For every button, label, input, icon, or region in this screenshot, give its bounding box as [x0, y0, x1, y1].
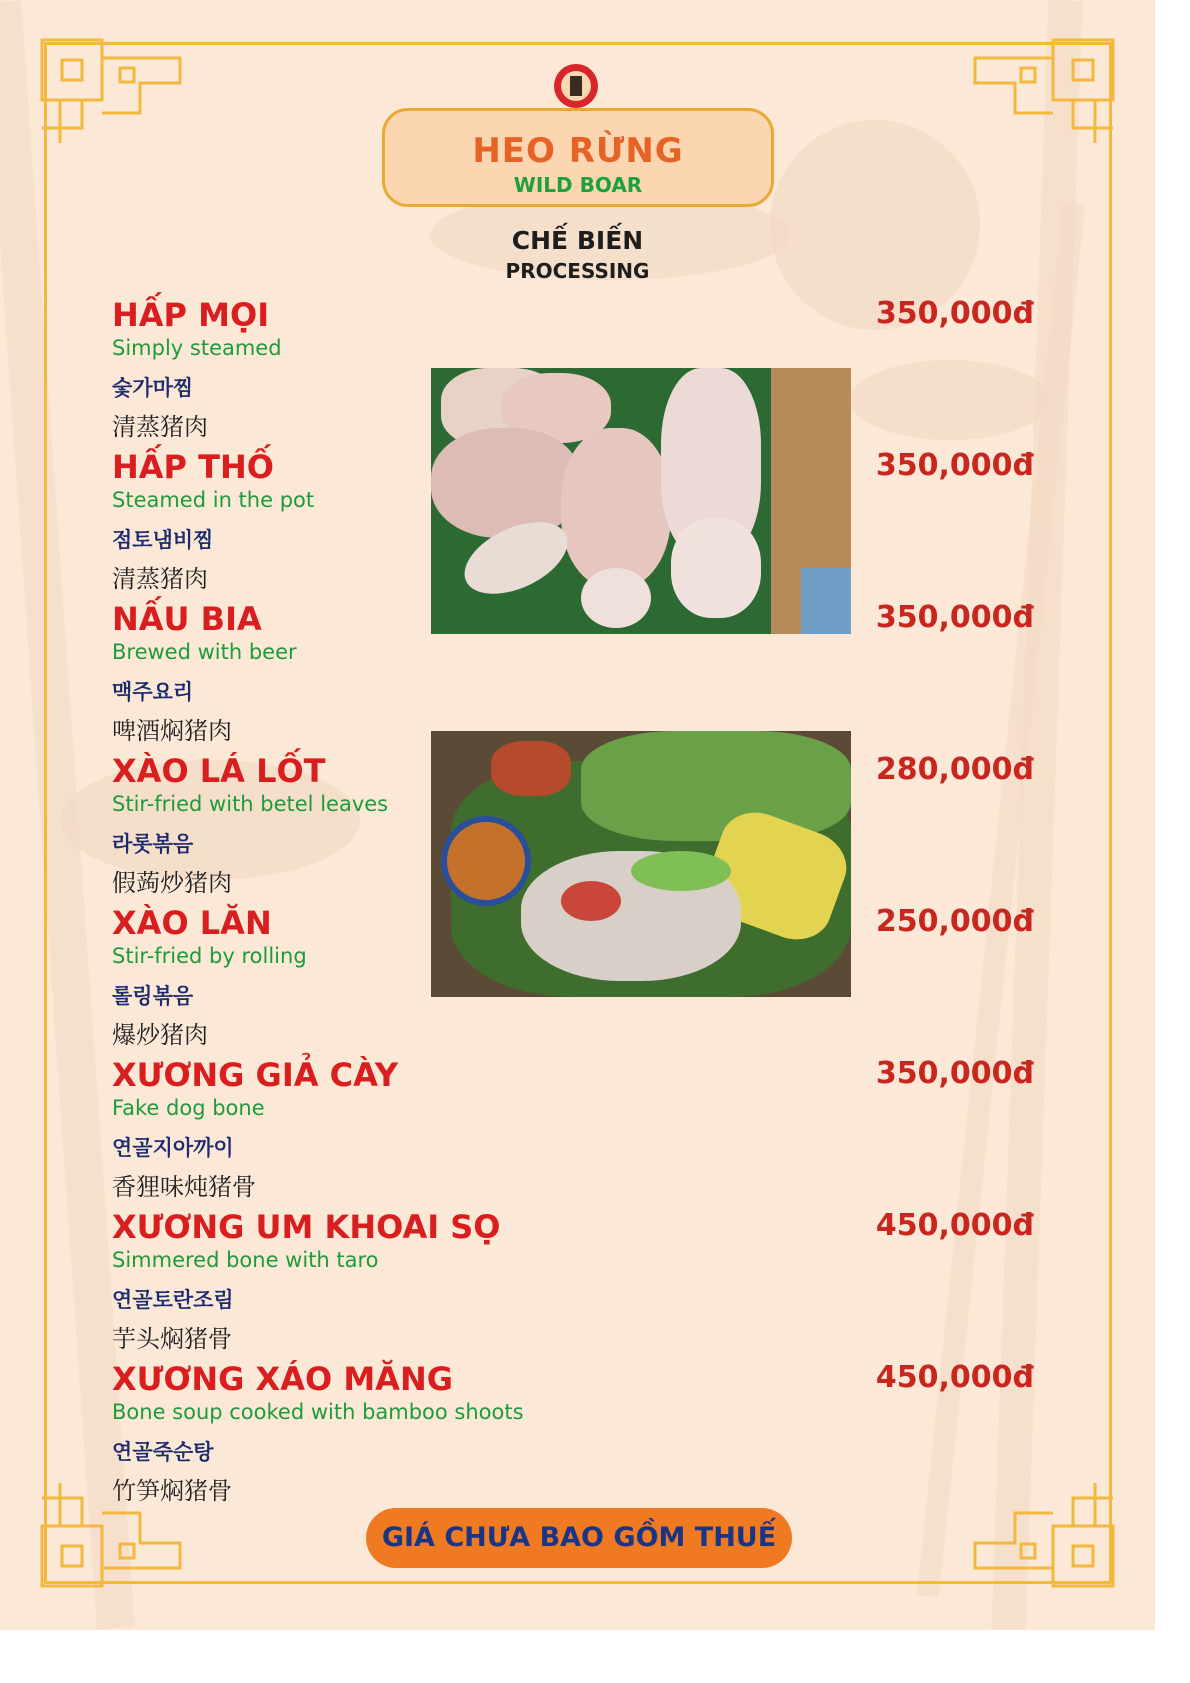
- dish-price: 350,000đ: [875, 448, 1034, 483]
- menu-item: [112, 1056, 1092, 1206]
- dish-price: 280,000đ: [875, 752, 1034, 787]
- dish-name: XÀO LĂN: [112, 904, 272, 942]
- dish-name-english: Bone soup cooked with bamboo shoots: [112, 1400, 524, 1424]
- dish-name-english: Stir-fried by rolling: [112, 944, 307, 968]
- dish-price: 350,000đ: [875, 1056, 1034, 1091]
- dish-name-english: Stir-fried with betel leaves: [112, 792, 389, 816]
- dish-name-chinese: 香狸味炖猪骨: [112, 1173, 256, 1201]
- menu-item: [112, 904, 1092, 1054]
- dish-name-korean: 숯가마찜: [112, 376, 194, 400]
- tax-note-banner: GIÁ CHƯA BAO GỒM THUẾ: [366, 1508, 792, 1568]
- dish-price: 350,000đ: [875, 600, 1034, 635]
- dish-price: 250,000đ: [875, 904, 1034, 939]
- dish-name: XƯƠNG UM KHOAI SỌ: [112, 1208, 501, 1246]
- dish-name: XƯƠNG XÁO MĂNG: [112, 1360, 453, 1398]
- dish-name-english: Brewed with beer: [112, 640, 297, 664]
- menu-item: [112, 1208, 1092, 1358]
- page-title-english: WILD BOAR: [513, 173, 643, 197]
- dish-name-english: Simmered bone with taro: [112, 1248, 379, 1272]
- dish-name-english: Steamed in the pot: [112, 488, 315, 512]
- dish-name-korean: 연골토란조림: [112, 1288, 234, 1312]
- dish-price: 350,000đ: [875, 296, 1034, 331]
- dish-name-chinese: 竹笋焖猪骨: [112, 1477, 232, 1505]
- title-banner: [382, 108, 774, 207]
- page-title: HEO RỪNG: [472, 131, 684, 171]
- menu-item: [112, 1360, 1092, 1510]
- dish-name-chinese: 清蒸猪肉: [112, 413, 208, 441]
- menu-item: [112, 752, 1092, 902]
- corner-ornament: [40, 38, 190, 148]
- menu-item: [112, 296, 1092, 446]
- dish-name: HẤP THỐ: [112, 448, 274, 486]
- dish-name-english: Simply steamed: [112, 336, 282, 360]
- dish-name-korean: 라롯볶음: [112, 832, 194, 856]
- dish-name-korean: 점토냄비찜: [112, 528, 214, 552]
- dish-name-chinese: 芋头焖猪骨: [112, 1325, 232, 1353]
- dish-name-chinese: 爆炒猪肉: [112, 1021, 208, 1049]
- dish-price: 450,000đ: [875, 1360, 1034, 1395]
- dish-name: NẤU BIA: [112, 600, 262, 638]
- dish-name-korean: 연골지아까이: [112, 1136, 234, 1160]
- menu-item: [112, 448, 1092, 598]
- dish-name-english: Fake dog bone: [112, 1096, 265, 1120]
- dish-name-chinese: 清蒸猪肉: [112, 565, 208, 593]
- dish-name-korean: 롤링볶음: [112, 984, 194, 1008]
- dish-name: HẤP MỌI: [112, 296, 270, 334]
- dish-name-korean: 연골죽순탕: [112, 1440, 214, 1464]
- dish-name-chinese: 假蒟炒猪肉: [112, 869, 232, 897]
- section-heading-english: PROCESSING: [505, 259, 650, 283]
- dish-price: 450,000đ: [875, 1208, 1034, 1243]
- menu-item: [112, 600, 1092, 750]
- dish-name: XƯƠNG GIẢ CÀY: [112, 1056, 398, 1094]
- dish-name-chinese: 啤酒焖猪肉: [112, 717, 232, 745]
- section-heading: CHẾ BIẾN: [511, 226, 644, 255]
- dish-name: XÀO LÁ LỐT: [112, 752, 326, 790]
- corner-ornament: [965, 38, 1115, 148]
- dish-name-korean: 맥주요리: [112, 680, 194, 704]
